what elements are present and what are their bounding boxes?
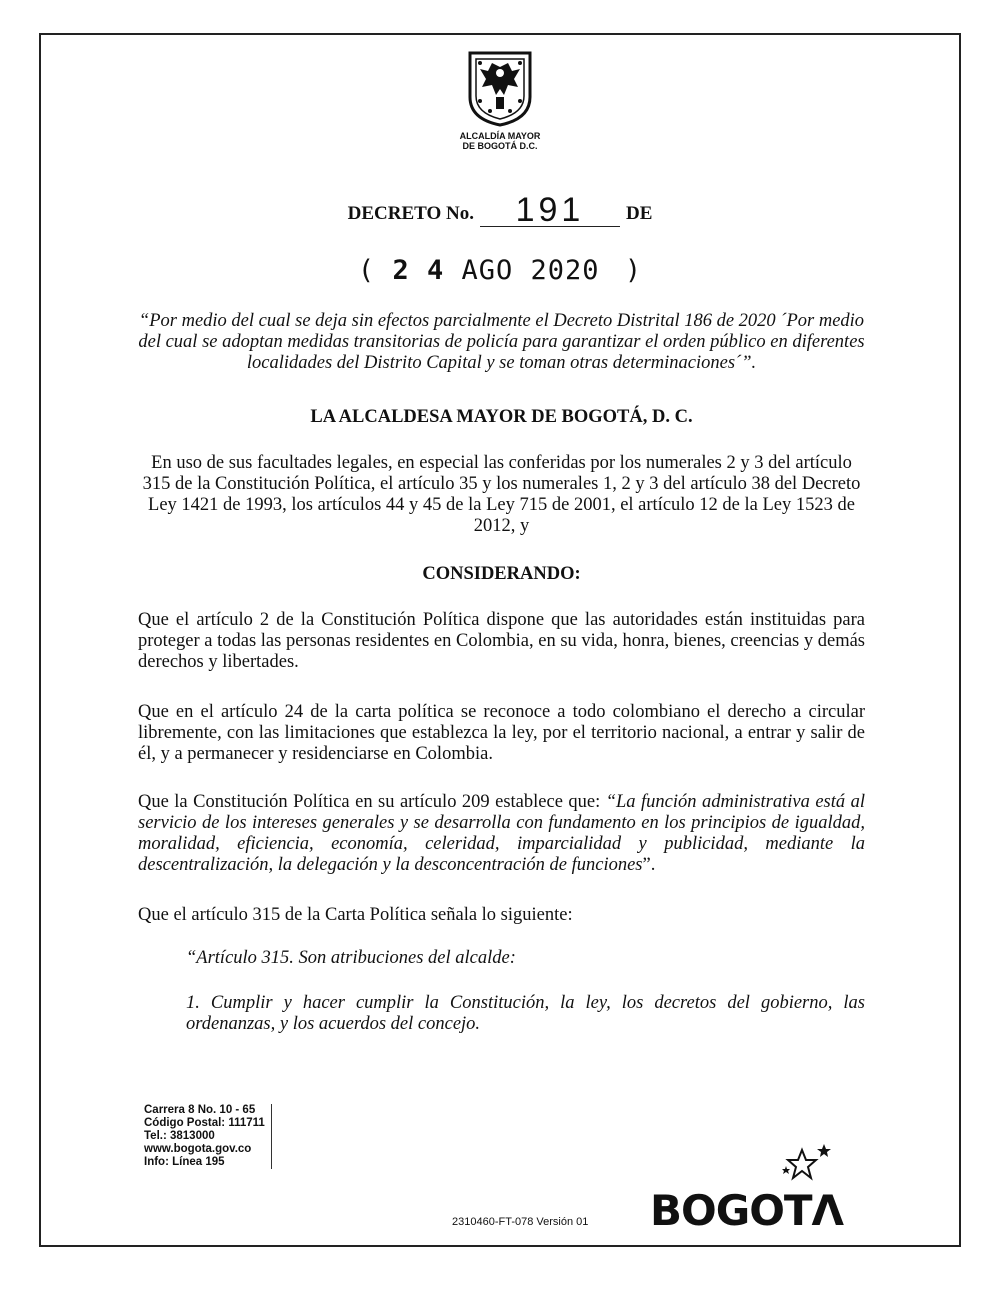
bogota-logo: BOGOTΛ bbox=[650, 1186, 844, 1235]
paragraph-article-24: Que en el artículo 24 de la carta política se reconoce a todo colombiano el derecho a circular libremente, con las limitaciones que establezca la ley, por el territorio nacional, a entrar y salir de él, y a permanecer y residenciarse en Colombia. bbox=[138, 702, 865, 764]
quote-item-1: 1. Cumplir y hacer cumplir la Constitución, la ley, los decretos del gobierno, las ordenanzas, y los acuerdos del concejo. bbox=[186, 993, 865, 1034]
form-version: 2310460-FT-078 Versión 01 bbox=[452, 1216, 589, 1228]
decree-number: 191 bbox=[480, 194, 620, 227]
stars-icon bbox=[778, 1140, 838, 1186]
org-name-line2: DE BOGOTÁ D.C. bbox=[462, 141, 538, 151]
footer-postal: Código Postal: 111711 bbox=[144, 1117, 265, 1129]
paragraph-article-209 bbox=[138, 792, 865, 876]
paragraph-article-315: Que el artículo 315 de la Carta Política señala lo siguiente: bbox=[138, 905, 573, 925]
paragraph-article-2: Que el artículo 2 de la Constitución Política dispone que las autoridades están instituidas para proteger a todas las personas residentes en Colombia, en su vida, honra, bienes, creencias y demás derechos y libertades. bbox=[138, 610, 865, 672]
footer-web: www.bogota.gov.co bbox=[144, 1143, 252, 1155]
date-open-paren: ( bbox=[357, 255, 376, 286]
date-close-paren: ) bbox=[624, 255, 643, 286]
coat-of-arms-icon bbox=[466, 49, 534, 127]
authority-heading: LA ALCALDESA MAYOR DE BOGOTÁ, D. C. bbox=[310, 407, 693, 427]
date-month-year: AGO 2020 bbox=[461, 255, 600, 286]
org-name-line1: ALCALDÍA MAYOR bbox=[459, 131, 541, 141]
decree-suffix: DE bbox=[625, 203, 653, 224]
decree-label: DECRETO No. bbox=[347, 203, 474, 224]
quote-article-315: “Artículo 315. Son atribuciones del alcalde: bbox=[186, 948, 516, 968]
decree-date bbox=[0, 255, 1000, 286]
footer-contact bbox=[144, 1104, 272, 1169]
decree-title bbox=[0, 191, 1000, 229]
article-209-intro: Que la Constitución Política en su artículo 209 establece que: bbox=[138, 792, 606, 812]
decree-subject: “Por medio del cual se deja sin efectos parcialmente el Decreto Distrital 186 de 2020 ´Por medio del cual se adoptan medidas transitorias de policía para garantizar el orden público en diferentes localidades del Distrito Capital y se toman otras determinaciones´”. bbox=[138, 311, 865, 373]
considerando-heading: CONSIDERANDO: bbox=[422, 564, 581, 584]
footer-info: Info: Línea 195 bbox=[144, 1156, 225, 1168]
article-209-end: ”. bbox=[642, 855, 656, 875]
footer-phone: Tel.: 3813000 bbox=[144, 1130, 215, 1142]
article-209-quote: “La función administrativa está al servicio de los intereses generales y se desarrolla con fundamento en los principios de igualdad, moralidad, eficiencia, economía, celeridad, imparcialidad y publicidad, mediante la descentralización, la delegación y la desconcentración de funciones bbox=[138, 792, 865, 875]
footer-address: Carrera 8 No. 10 - 65 bbox=[144, 1104, 256, 1116]
faculties-paragraph: En uso de sus facultades legales, en especial las conferidas por los numerales 2 y 3 del artículo 315 de la Constitución Política, el artículo 35 y los numerales 1, 2 y 3 del artículo 38 del Decreto Ley 1421 de 1993, los artículos 44 y 45 de la Ley 715 de 2001, el artículo 12 de la Ley 1523 de 2012, y bbox=[142, 453, 861, 536]
date-day: 2 4 bbox=[392, 255, 445, 286]
